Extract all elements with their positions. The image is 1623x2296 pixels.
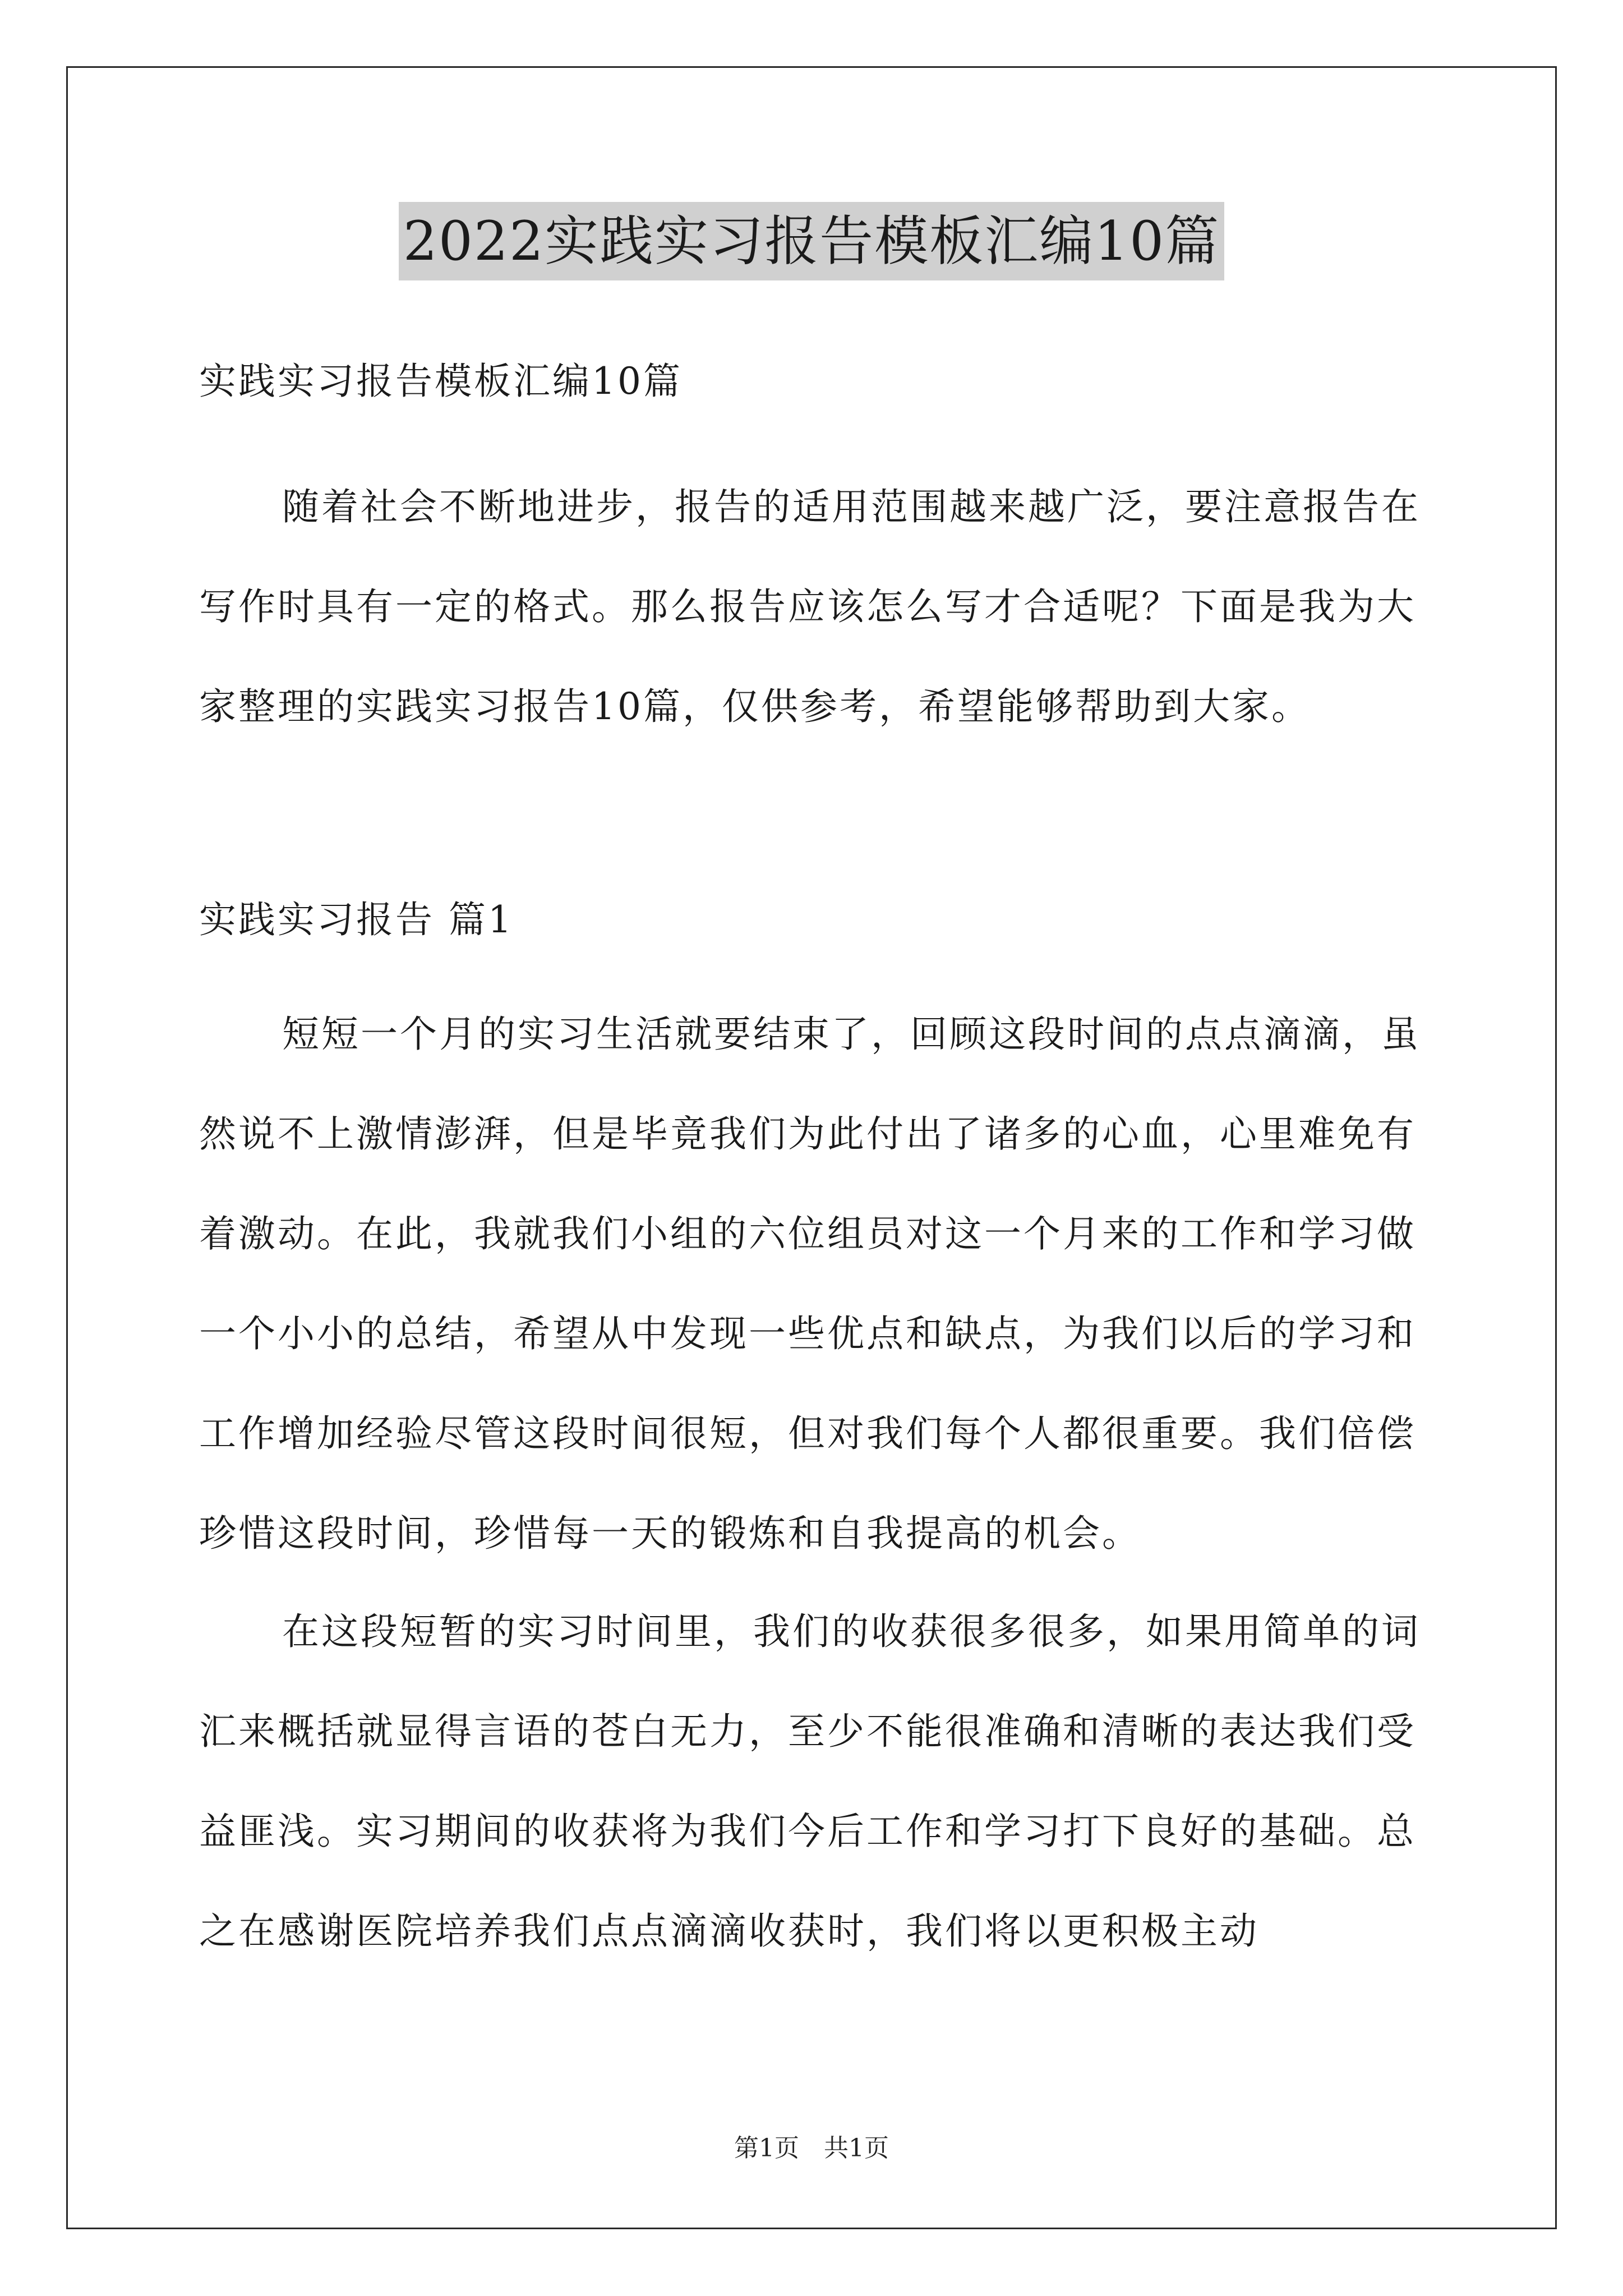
document-title: 2022实践实习报告模板汇编10篇	[399, 202, 1224, 280]
body-paragraph-1: 短短一个月的实习生活就要结束了，回顾这段时间的点点滴滴，虽然说不上激情澎湃，但是毕竟我们为此付出了诸多的心血，心里难免有着激动。在此，我就我们小组的六位组员对这一个月来的工作和学习做一个小小的总结，希望从中发现一些优点和缺点，为我们以后的学习和工作增加经验尽管这段时间很短，但对我们每个人都很重要。我们倍偿珍惜这段时间，珍惜每一天的锻炼和自我提高的机会。	[199, 1013, 1421, 1555]
page-footer: 第1页 共1页	[734, 2134, 889, 2162]
document-subtitle: 实践实习报告模板汇编10篇	[199, 360, 683, 403]
title-container	[0, 202, 1623, 280]
section-heading: 实践实习报告 篇1	[199, 898, 514, 941]
intro-paragraph: 随着社会不断地进步，报告的适用范围越来越广泛，要注意报告在写作时具有一定的格式。那么报告应该怎么写才合适呢？下面是我为大家整理的实践实习报告10篇，仅供参考，希望能够帮助到大家。	[199, 485, 1421, 728]
body-paragraph-2: 在这段短暂的实习时间里，我们的收获很多很多，如果用简单的词汇来概括就显得言语的苍白无力，至少不能很准确和清晰的表达我们受益匪浅。实习期间的收获将为我们今后工作和学习打下良好的基础。总之在感谢医院培养我们点点滴滴收获时，我们将以更积极主动	[199, 1610, 1421, 1953]
